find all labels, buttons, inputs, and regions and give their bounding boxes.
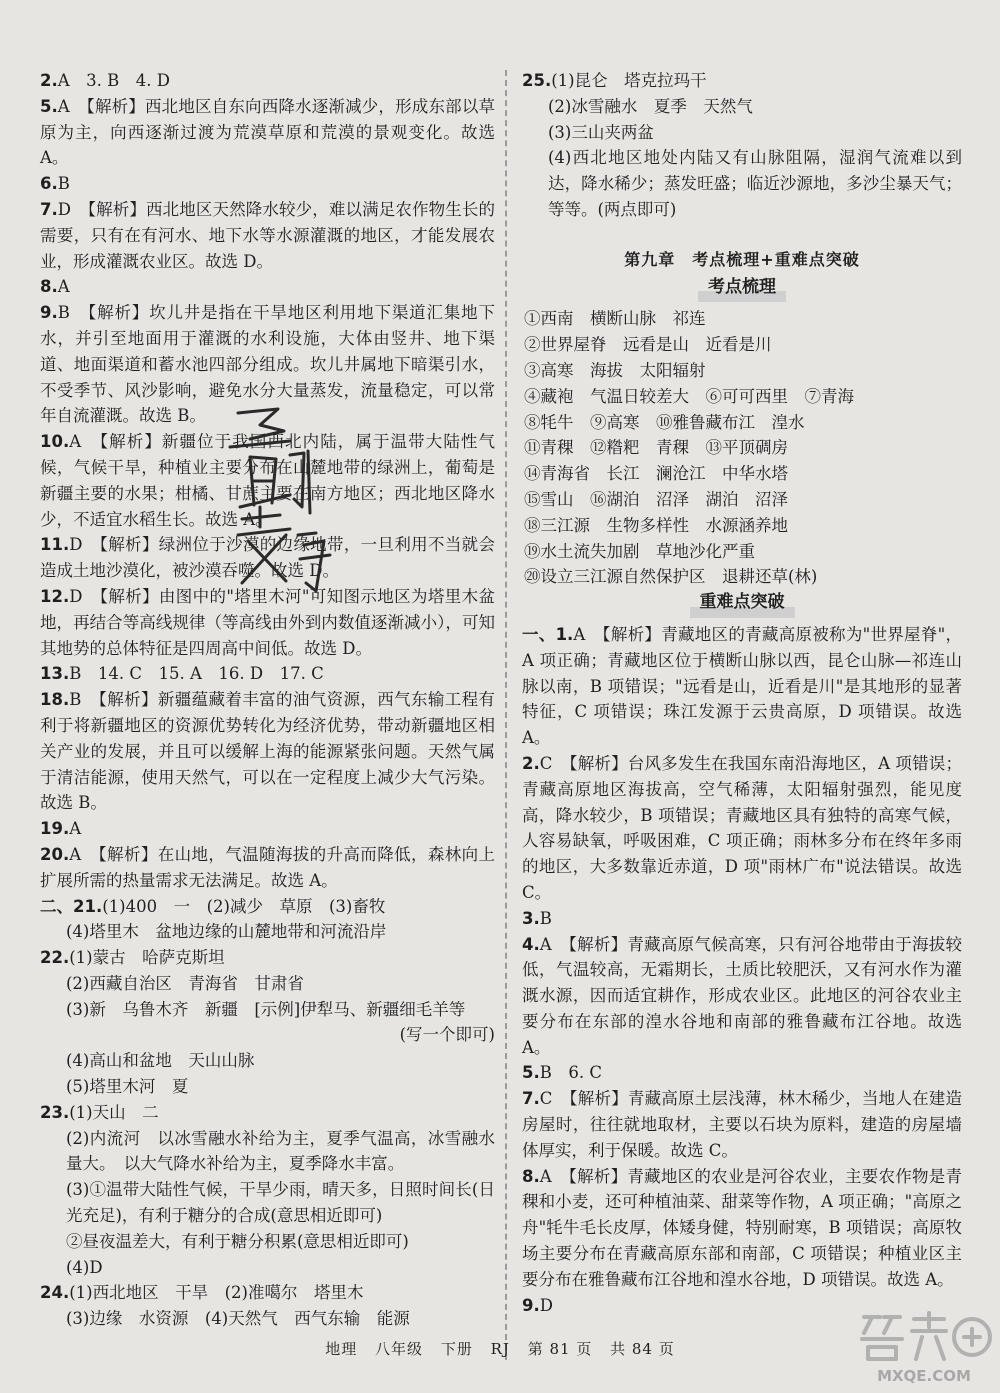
question-number: 9. <box>40 303 58 323</box>
question-number: 11. <box>40 535 70 555</box>
answer-item <box>40 1255 495 1281</box>
answer-text: (5)塔里木河 夏 <box>66 1077 189 1097</box>
answer-item <box>522 1164 962 1293</box>
right-column <box>522 68 962 1318</box>
question-number: 8. <box>40 277 58 297</box>
answer-item <box>522 1060 962 1086</box>
answer-text: D 【解析】绿洲位于沙漠的边缘地带，一旦利用不当就会造成土地沙漠化，被沙漠吞噬。故选 D。 <box>40 535 495 581</box>
question-number: 24. <box>40 1283 70 1303</box>
answer-text: (2)内流河 以冰雪融水补给为主，夏季气温高，冰雪融水量大。 以大气降水补给为主，夏季降水丰富。 <box>66 1128 495 1174</box>
question-number: 10. <box>40 432 70 452</box>
kaodian-item: ⑪青稞 ⑫糌粑 青稞 ⑬平顶碉房 <box>524 438 788 458</box>
answer-text: C 【解析】台风多发生在我国东南沿海地区，A 项错误；青藏高原地区海拔高，空气稀薄，太阳辐射强烈，能见度高，降水较少，B 项错误；青藏地区具有独特的高寒气候，人容易缺氧，呼吸困难，C 项正确；雨林多分布在终年多雨的地区，大多数靠近赤道，D 项"雨林广布"说法错误。故选 C。 <box>522 753 962 902</box>
answer-item <box>40 1306 495 1332</box>
question-number: 2. <box>522 753 540 773</box>
answer-text: (3)新 乌鲁木齐 新疆 [示例]伊犁马、新疆细毛羊等 <box>66 999 466 1019</box>
answer-item <box>40 842 495 894</box>
kaodian-item: ④藏袍 气温日较差大 ⑥可可西里 ⑦青海 <box>524 386 854 406</box>
answer-text: A 【解析】青藏地区的农业是河谷农业，主要农作物是青稞和小麦，还可种植油菜、甜菜等作物，A 项正确；"高原之舟"牦牛毛长皮厚，体矮身健，特别耐寒，B 项错误；高原牧场主要分布在青藏高原东部和南部，C 项错误；种植业区主要分布在雅鲁藏布江谷地和湟水谷地，D 项错误。故选 A。 <box>522 1166 962 1289</box>
answer-item <box>522 906 962 932</box>
answer-text: (3)①温带大陆性气候，干旱少雨，晴天多，日照时间长(日光充足)，有利于糖分的合成(意思相近即可) <box>66 1180 495 1226</box>
footer-total: 共 84 页 <box>610 1340 675 1358</box>
answer-text: (3)三山夹两盆 <box>548 122 654 142</box>
zhongnandian-list <box>522 622 962 1319</box>
answer-item <box>40 1177 495 1229</box>
question-number: 5. <box>522 1063 540 1083</box>
question-number: 25. <box>522 71 552 90</box>
answer-text: (2)西藏自治区 青海省 甘肃省 <box>66 973 304 993</box>
answer-text: D <box>539 1295 553 1315</box>
question-number: 6. <box>40 174 58 194</box>
question-number: 18. <box>40 690 70 710</box>
answer-item <box>522 94 962 120</box>
question-number: 4. <box>522 934 540 954</box>
answer-item <box>40 894 495 920</box>
footer-edition: RJ <box>490 1340 510 1358</box>
answer-text: B <box>539 908 552 928</box>
answer-text: A 【解析】青藏高原气候高寒，只有河谷地带由于海拔较低，气温较高，无霜期长，土质比较肥沃，又有河水作为灌溉水源，因而适宜耕作，形成农业区。此地区的河谷农业主要分布在东部的湟水谷地和南部的雅鲁藏布江谷地。故选 A。 <box>522 934 962 1057</box>
answer-item <box>40 919 495 945</box>
question-number: 13. <box>40 664 70 684</box>
answer-item <box>40 1280 495 1306</box>
question-number: 12. <box>40 586 70 606</box>
footer-page: 第 81 页 <box>527 1340 593 1358</box>
section-title-zhongnandian <box>522 590 962 618</box>
section-title-text: 考点梳理 <box>698 275 786 303</box>
answer-text: B 14. C 15. A 16. D 17. C <box>69 664 324 684</box>
question-number: 7. <box>40 199 58 219</box>
answer-item <box>40 687 495 816</box>
question-number: 3. <box>522 908 540 928</box>
answer-text: C 【解析】青藏高原土层浅薄，林木稀少，当地人在建造房屋时，往往就地取材，主要以石块为原料，建造的房屋墙体厚实，利于保暖。故选 C。 <box>522 1089 962 1160</box>
footer-subject: 地理 <box>325 1340 358 1358</box>
answer-item <box>40 171 495 197</box>
answer-text: (1)蒙古 哈萨克斯坦 <box>69 948 225 968</box>
answer-item <box>40 1126 495 1178</box>
kaodian-item: ②世界屋脊 远看是山 近看是川 <box>524 335 772 355</box>
footer-grade: 八年级 <box>375 1340 424 1358</box>
watermark-text: MXQE.COM <box>877 1367 971 1385</box>
footer-volume: 下册 <box>440 1340 473 1358</box>
answer-text: A 【解析】青藏地区的青藏高原被称为"世界屋脊"，A 项正确；青藏地区位于横断山脉以西，昆仑山脉—祁连山脉以南，B 项错误；"远看是山，近看是川"是其地形的显著特征，C 项错误；珠江发源于云贵高原，D 项错误。故选 A。 <box>522 624 962 748</box>
answer-text: (4)塔里木 盆地边缘的山麓地带和河流沿岸 <box>66 922 387 942</box>
question-number: 20. <box>40 844 70 864</box>
handwritten-scribble <box>220 395 340 595</box>
answer-item <box>40 997 495 1023</box>
answer-text: A 3. B 4. D <box>57 71 170 90</box>
answer-text: (写一个即可) <box>399 1025 495 1045</box>
answer-item <box>40 971 495 997</box>
answer-item <box>522 751 962 906</box>
answer-item <box>40 1074 495 1100</box>
answer-item <box>522 120 962 146</box>
answer-item <box>40 274 495 300</box>
answer-text: (4)高山和盆地 天山山脉 <box>66 1051 255 1071</box>
answer-text: A 【解析】西北地区自东向西降水逐渐减少，形成东部以草原为主，向西逐渐过渡为荒漠草原和荒漠的景观变化。故选 A。 <box>40 96 495 168</box>
page-footer <box>0 1338 1000 1359</box>
kaodian-item: ⑳设立三江源自然保护区 退耕还草(林) <box>524 567 818 587</box>
question-number: 2. <box>40 71 58 90</box>
question-number: 9. <box>522 1295 540 1315</box>
answer-text: (4)D <box>66 1257 103 1277</box>
question-number: 7. <box>522 1089 540 1109</box>
answer-text: D 【解析】由图中的"塔里木河"可知图示地区为塔里木盆地，再结合等高线规律（等高线由外到内数值逐渐减小），可知其地势的总体特征是四周高中间低。故选 D。 <box>40 586 495 658</box>
question-number: 23. <box>40 1102 70 1122</box>
question-number: 8. <box>522 1166 540 1186</box>
answer-text: (4)西北地区地处内陆又有山脉阻隔，湿润气流难以到达，降水稀少；蒸发旺盛；临近沙源地，多沙尘暴天气；等等。(两点即可) <box>548 148 962 219</box>
answer-text: (2)冰雪融水 夏季 天然气 <box>548 96 753 116</box>
kaodian-item: ①西南 横断山脉 祁连 <box>524 309 706 329</box>
answer-item <box>522 68 962 94</box>
answer-item <box>40 68 495 94</box>
answer-text: A <box>69 819 82 839</box>
answer-item <box>40 94 495 171</box>
answer-text: (1)天山 二 <box>69 1102 159 1122</box>
answer-text: A 【解析】在山地，气温随海拔的升高而降低，森林向上扩展所需的热量需求无法满足。故选 A。 <box>40 844 495 890</box>
kaodian-item: ⑭青海省 长江 澜沧江 中华水塔 <box>524 464 788 484</box>
kaodian-item: ⑲水土流失加剧 草地沙化严重 <box>524 541 755 561</box>
answer-text: A 【解析】新疆位于我国西北内陆，属于温带大陆性气候，气候干旱，种植业主要分布在山麓地带的绿洲上，葡萄是新疆主要的水果；柑橘、甘蔗主要在南方地区；西北地区降水少，不适宜水稻生长。故选 A。 <box>40 432 495 529</box>
column-divider <box>505 70 507 1360</box>
question-number: 22. <box>40 948 70 968</box>
answer-text: B 【解析】新疆蕴藏着丰富的油气资源，西气东输工程有利于将新疆地区的资源优势转化为经济优势，带动新疆地区相关产业的发展，并且可以缓解上海的能源紧张问题。天然气属于清洁能源，使用天然气，可以在一定程度上减少大气污染。故选 B。 <box>40 690 495 813</box>
answer-item <box>40 584 495 661</box>
answer-text: ②昼夜温差大，有利于糖分积累(意思相近即可) <box>66 1231 409 1251</box>
answer-text: B 【解析】坎儿井是指在干旱地区利用地下渠道汇集地下水，并引至地面用于灌溉的水利设施，大体由竖井、地下渠道、地面渠道和蓄水池四部分组成。坎儿井属地下暗渠引水，不受季节、风沙影响，避免水分大量蒸发，流量稳定，可以常年自流灌溉。故选 B。 <box>40 303 495 426</box>
kaodian-item: ③高寒 海拔 太阳辐射 <box>524 360 706 380</box>
answer-text: B <box>57 174 70 194</box>
kaodian-item: ⑮雪山 ⑯湖泊 沼泽 湖泊 沼泽 <box>524 489 788 509</box>
kaodian-item: ⑱三江源 生物多样性 水源涵养地 <box>524 515 788 535</box>
kaodian-list <box>522 306 962 590</box>
left-column <box>40 68 495 1332</box>
answer-item <box>522 622 962 751</box>
answer-item <box>40 661 495 687</box>
answer-text: (1)昆仑 塔克拉玛干 <box>551 71 707 90</box>
answer-text: D 【解析】西北地区天然降水较少，难以满足农作物生长的需要，只有在有河水、地下水等水源灌溉的地区，才能发展农业，形成灌溉农业区。故选 D。 <box>40 199 495 271</box>
answer-text: (1)400 一 (2)减少 草原 (3)畜牧 <box>102 896 386 916</box>
chapter-title: 第九章 考点梳理+重难点突破 <box>624 249 860 269</box>
question-number: 5. <box>40 96 58 116</box>
answer-item <box>40 816 495 842</box>
answer-item <box>40 1100 495 1126</box>
answer-text: A <box>57 277 70 297</box>
answer-text: (3)边缘 水资源 (4)天然气 西气东输 能源 <box>66 1309 410 1329</box>
answer-item <box>40 197 495 274</box>
answer-item <box>40 1048 495 1074</box>
question-number: 19. <box>40 819 70 839</box>
question-number: 二、21. <box>40 896 103 916</box>
answer-text: B 6. C <box>539 1063 602 1083</box>
answer-block-25 <box>522 68 962 223</box>
section-title-kaodian <box>522 275 962 303</box>
answer-item <box>522 1086 962 1163</box>
answer-item <box>40 1022 495 1048</box>
question-number: 一、1. <box>522 624 574 644</box>
answer-item <box>522 932 962 1061</box>
kaodian-item: ⑧牦牛 ⑨高寒 ⑩雅鲁藏布江 湟水 <box>524 412 805 432</box>
answer-item <box>40 1229 495 1255</box>
answer-text: (1)西北地区 干旱 (2)准噶尔 塔里木 <box>69 1283 364 1303</box>
section-title-text: 重难点突破 <box>690 590 795 618</box>
answer-item <box>522 145 962 222</box>
answer-item <box>40 945 495 971</box>
